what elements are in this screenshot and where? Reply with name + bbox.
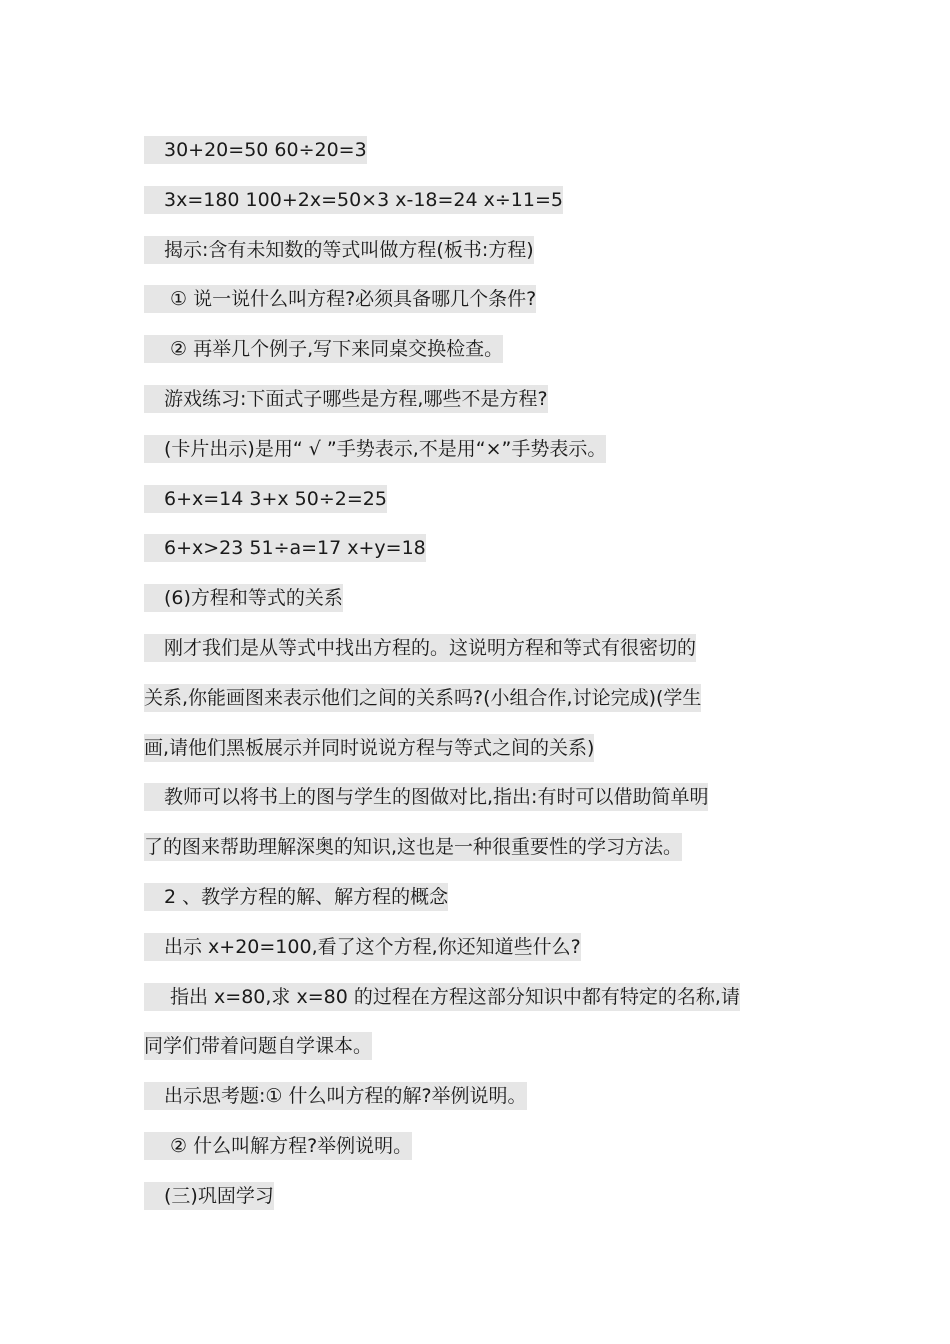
text-line: 30+20=50 60÷20=3 [164, 139, 367, 161]
definition-line [144, 226, 808, 276]
equation-line-2 [144, 176, 808, 226]
text-line: 关系,你能画图来表示他们之间的关系吗?(小组合作,讨论完成)(学生 [144, 686, 702, 709]
text-line: 教师可以将书上的图与学生的图做对比,指出:有时可以借助简单明 [164, 786, 709, 809]
text-line: (三)巩固学习 [164, 1184, 274, 1207]
text-line: 6+x>23 51÷a=17 x+y=18 [164, 537, 426, 560]
section-heading-3 [144, 1172, 808, 1222]
text-line: ② 再举几个例子,写下来同桌交换检查。 [170, 338, 504, 361]
section-heading-6 [144, 574, 808, 624]
text-line: ① 说一说什么叫方程?必须具备哪几个条件? [170, 288, 537, 311]
paragraph-line [144, 973, 808, 1023]
text-line: 2 、教学方程的解、解方程的概念 [164, 885, 449, 908]
thinking-question-2 [144, 1122, 808, 1172]
section-heading-2 [144, 873, 808, 923]
paragraph-line [144, 1022, 808, 1072]
text-line: (6)方程和等式的关系 [164, 587, 343, 610]
text-line: 了的图来帮助理解深奥的知识,这也是一种很重要性的学习方法。 [144, 836, 683, 859]
text-line: 6+x=14 3+x 50÷2=25 [164, 487, 387, 510]
paragraph-line [144, 773, 808, 823]
thinking-question-1 [144, 1072, 808, 1122]
question-2-line [144, 325, 808, 375]
text-line: 出示思考题:① 什么叫方程的解?举例说明。 [164, 1085, 527, 1108]
document-body [144, 126, 808, 1222]
text-line: ② 什么叫解方程?举例说明。 [170, 1134, 413, 1157]
text-line: 指出 x=80,求 x=80 的过程在方程这部分知识中都有特定的名称,请 [170, 985, 740, 1008]
paragraph-line [144, 674, 808, 724]
text-line: 出示 x+20=100,看了这个方程,你还知道些什么? [164, 935, 581, 958]
card-instruction-line [144, 425, 808, 475]
paragraph-line [144, 624, 808, 674]
expressions-line-2 [144, 524, 808, 574]
text-line: (卡片出示)是用“ √ ”手势表示,不是用“×”手势表示。 [164, 437, 607, 460]
expressions-line-1 [144, 475, 808, 525]
text-line: 刚才我们是从等式中找出方程的。这说明方程和等式有很密切的 [164, 636, 697, 659]
text-line: 揭示:含有未知数的等式叫做方程(板书:方程) [164, 238, 534, 261]
text-line: 同学们带着问题自学课本。 [144, 1035, 373, 1058]
paragraph-line [144, 923, 808, 973]
text-line: 游戏练习:下面式子哪些是方程,哪些不是方程? [164, 387, 548, 410]
text-line: 画,请他们黑板展示并同时说说方程与等式之间的关系) [144, 736, 595, 759]
paragraph-line [144, 724, 808, 774]
text-line: 3x=180 100+2x=50×3 x-18=24 x÷11=5 [164, 188, 563, 211]
paragraph-line [144, 823, 808, 873]
game-practice-line [144, 375, 808, 425]
equation-line-1 [144, 126, 808, 176]
question-1-line [144, 275, 808, 325]
